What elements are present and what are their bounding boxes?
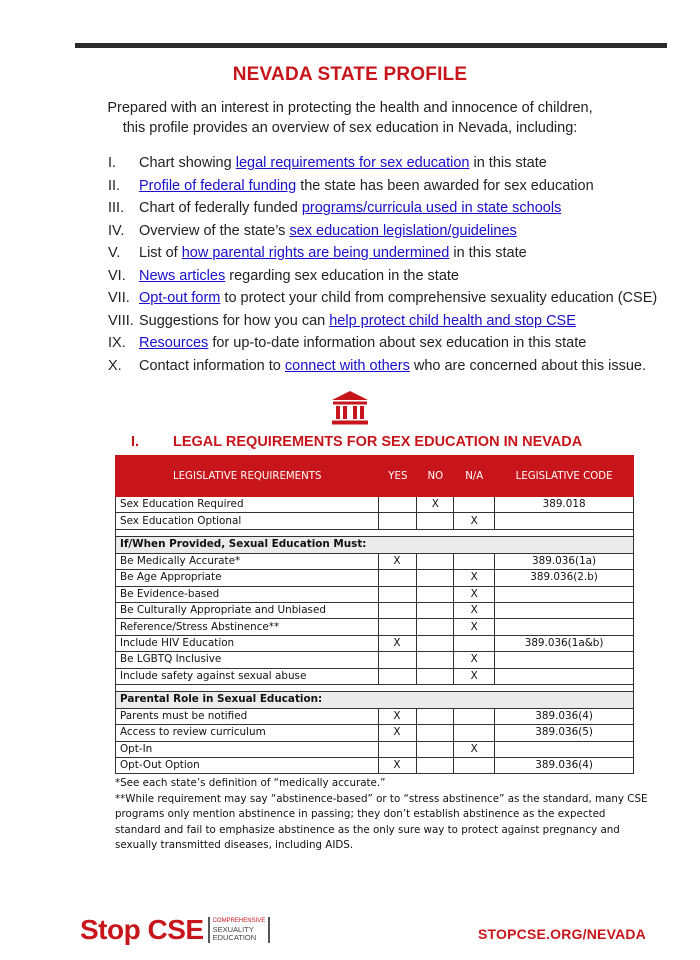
yes-cell: X [379,708,417,724]
requirement-cell: Be Medically Accurate* [116,553,379,569]
yes-cell [379,668,417,684]
toc-number: IX. [108,335,126,351]
toc-link-help-protect[interactable]: help protect child health and stop CSE [329,312,576,329]
footer-url[interactable]: STOPCSE.ORG/NEVADA [478,926,646,942]
requirement-cell: Include safety against sexual abuse [116,668,379,684]
toc-number: VI. [108,267,126,284]
yes-cell [379,652,417,668]
requirement-cell: Be Culturally Appropriate and Unbiased [116,602,379,618]
code-cell [495,652,634,668]
toc-link-resources[interactable]: Resources [139,335,209,351]
table-header-row [116,456,634,497]
na-cell: X [454,570,495,586]
no-cell: X [417,497,454,513]
table-of-contents [108,152,668,377]
toc-link-opt-out-form[interactable]: Opt-out form [139,290,221,306]
page-title: NEVADA STATE PROFILE [232,64,468,85]
toc-text: in this state [449,245,527,261]
toc-link-legislation-guidelines[interactable]: sex education legislation/guidelines [289,222,517,239]
toc-number: II. [108,177,121,194]
section-number: I. [131,434,140,450]
yes-cell [379,497,417,513]
table-row [116,586,634,602]
logo-line-sexuality: SEXUALITY [212,924,254,934]
na-cell [454,725,495,741]
header-no: NO [417,456,454,497]
toc-text: the state has been awarded for sex education [296,177,594,194]
toc-text: to protect your child from comprehensive sexuality education (CSE) [220,290,658,306]
code-cell: 389.036(1a) [495,553,634,569]
code-cell: 389.036(4) [495,708,634,724]
table-row [116,553,634,569]
top-rule [75,43,667,48]
no-cell [417,553,454,569]
no-cell [417,513,454,529]
no-cell [417,586,454,602]
table-row [116,570,634,586]
na-cell [454,708,495,724]
no-cell [417,602,454,618]
code-cell [495,668,634,684]
na-cell [454,758,495,774]
toc-item [108,332,668,355]
yes-cell [379,513,417,529]
no-cell [417,635,454,651]
code-cell: 389.036(4) [495,758,634,774]
stop-cse-logo [80,914,270,948]
table-spacer-row [116,684,634,691]
group-heading-parental: Parental Role in Sexual Education: [116,691,634,708]
group-heading-provided: If/When Provided, Sexual Education Must: [116,536,634,553]
na-cell: X [454,652,495,668]
toc-text: regarding sex education in the state [225,267,459,284]
toc-item [108,265,668,288]
capitol-building-icon [331,390,369,426]
toc-text: for up-to-date information about sex education in this state [208,335,587,351]
table-row [116,513,634,529]
table-row [116,602,634,618]
yes-cell: X [379,725,417,741]
toc-text: in this state [469,155,547,171]
toc-link-parental-rights[interactable]: how parental rights are being undermined [181,245,450,261]
toc-link-federal-funding[interactable]: Profile of federal funding [139,177,297,194]
table-row [116,635,634,651]
na-cell: X [454,741,495,757]
na-cell [454,635,495,651]
no-cell [417,619,454,635]
spacer-cell [116,529,634,536]
toc-link-news-articles[interactable]: News articles [139,267,226,284]
toc-item [108,310,668,333]
table-row [116,758,634,774]
na-cell [454,497,495,513]
toc-item [108,152,668,175]
na-cell: X [454,619,495,635]
intro-line-2: this profile provides an overview of sex education in Nevada, including: [122,120,578,136]
toc-text: who are concerned about this issue. [409,357,646,374]
table-row [116,741,634,757]
header-na: N/A [454,456,495,497]
table-row [116,725,634,741]
toc-number: VII. [108,290,130,306]
na-cell: X [454,668,495,684]
requirement-cell: Be Evidence-based [116,586,379,602]
yes-cell [379,602,417,618]
no-cell [417,725,454,741]
header-requirements: LEGISLATIVE REQUIREMENTS [116,456,379,497]
toc-item [108,242,668,265]
code-cell [495,602,634,618]
yes-cell [379,570,417,586]
code-cell [495,619,634,635]
spacer-cell [116,684,634,691]
intro-line-1: Prepared with an interest in protecting the health and innocence of children, [107,100,593,116]
code-cell [495,741,634,757]
toc-number: V. [108,245,121,261]
toc-text: Chart showing [139,155,236,171]
legal-requirements-table [115,455,634,774]
table-group-row [116,536,634,553]
toc-item [108,287,668,310]
yes-cell [379,586,417,602]
no-cell [417,741,454,757]
toc-number: III. [108,200,125,216]
toc-number: VIII. [108,312,134,329]
table-row [116,668,634,684]
toc-link-programs-curricula[interactable]: programs/curricula used in state schools [301,200,562,216]
requirement-cell: Sex Education Required [116,497,379,513]
requirement-cell: Access to review curriculum [116,725,379,741]
toc-text: Suggestions for how you can [139,312,330,329]
code-cell [495,513,634,529]
requirement-cell: Opt-In [116,741,379,757]
table-row [116,619,634,635]
intro-text [90,98,610,138]
logo-wordmark: Stop CSE [80,914,204,945]
na-cell: X [454,586,495,602]
section-heading [131,434,651,450]
requirement-cell: Be LGBTQ Inclusive [116,652,379,668]
table-spacer-row [116,529,634,536]
header-code: LEGISLATIVE CODE [495,456,634,497]
toc-item [108,197,668,220]
code-cell [495,586,634,602]
section-title: LEGAL REQUIREMENTS FOR SEX EDUCATION IN NEVADA [173,434,583,450]
yes-cell [379,741,417,757]
yes-cell: X [379,553,417,569]
yes-cell: X [379,758,417,774]
requirement-cell: Parents must be notified [116,708,379,724]
footnote-abstinence: **While requirement may say “abstinence-based” or to “stress abstinence” as the standard, many CSE programs only mention abstinence in passing; they don’t establish abstinence as the expected standard and fail to emphasize abstinence as the only sure way to protect against pregnancy and sexually transmitted diseases, including AIDS. [115,792,648,852]
logo-bracket-text [208,917,271,943]
requirement-cell: Include HIV Education [116,635,379,651]
toc-item [108,175,668,198]
table-row [116,652,634,668]
yes-cell: X [379,635,417,651]
footnotes [115,776,650,854]
requirement-cell: Be Age Appropriate [116,570,379,586]
requirement-cell: Sex Education Optional [116,513,379,529]
table-row [116,708,634,724]
requirement-cell: Reference/Stress Abstinence** [116,619,379,635]
requirement-cell: Opt-Out Option [116,758,379,774]
toc-number: I. [108,155,117,171]
no-cell [417,758,454,774]
table-row [116,497,634,513]
toc-link-connect[interactable]: connect with others [284,357,410,374]
logo-line-comprehensive: COMPREHENSIVE [212,918,266,925]
code-cell: 389.036(1a&b) [495,635,634,651]
toc-link-legal-requirements[interactable]: legal requirements for sex education [235,155,470,171]
logo-line-education: EDUCATION [212,933,257,943]
toc-number: IV. [108,222,125,239]
code-cell: 389.036(2.b) [495,570,634,586]
toc-number: X. [108,357,122,374]
toc-text: Overview of the state’s [139,222,290,239]
table-group-row [116,691,634,708]
code-cell: 389.036(5) [495,725,634,741]
toc-item [108,355,668,378]
na-cell [454,553,495,569]
toc-text: List of [139,245,182,261]
na-cell: X [454,602,495,618]
toc-text: Contact information to [139,357,285,374]
toc-item [108,220,668,243]
toc-text: Chart of federally funded [139,200,302,216]
no-cell [417,708,454,724]
footnote-medically-accurate: *See each state’s definition of “medically accurate.” [115,777,386,789]
no-cell [417,652,454,668]
na-cell: X [454,513,495,529]
yes-cell [379,619,417,635]
code-cell: 389.018 [495,497,634,513]
no-cell [417,570,454,586]
header-yes: YES [379,456,417,497]
no-cell [417,668,454,684]
